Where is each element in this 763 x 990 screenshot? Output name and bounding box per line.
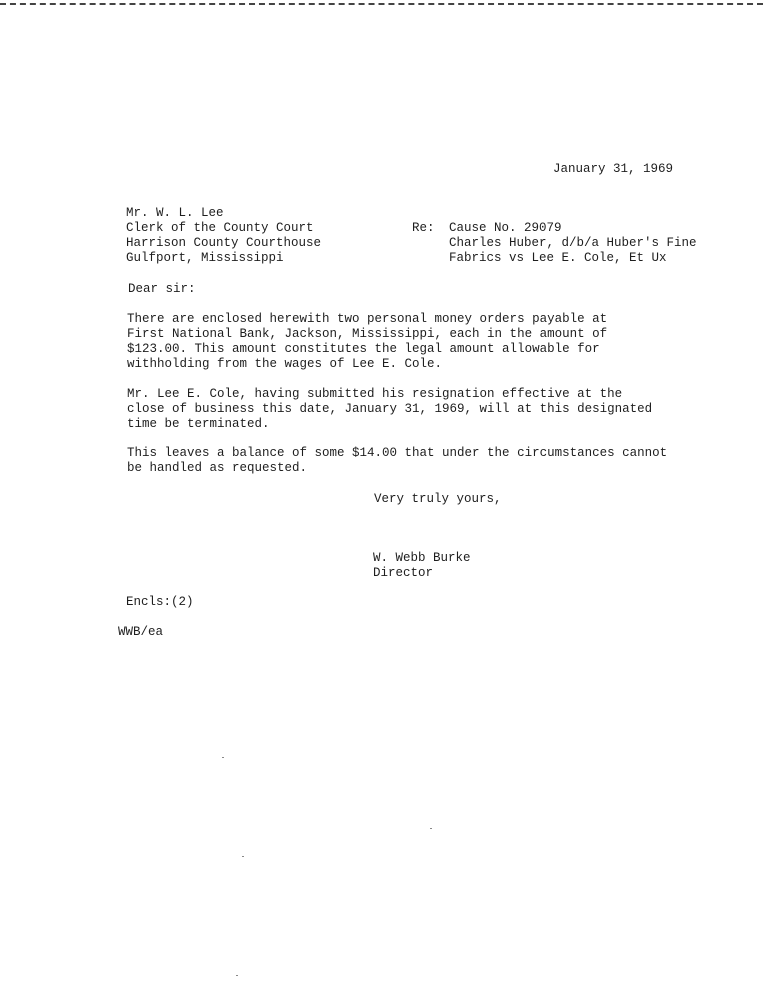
typist-initials: WWB/ea: [118, 625, 164, 639]
scan-speck: [242, 856, 244, 857]
letter-date: January 31, 1969: [553, 162, 674, 176]
signer-name: W. Webb Burke: [373, 551, 471, 565]
scan-speck: [236, 975, 238, 976]
re-label: Re:: [412, 221, 435, 235]
addressee-line: Clerk of the County Court: [126, 221, 314, 235]
signature-block: [373, 551, 471, 581]
top-edge-rule: [0, 3, 763, 5]
scan-speck: [430, 828, 432, 829]
paragraph-line: This leaves a balance of some $14.00 that under the circumstances cannot: [127, 446, 668, 460]
reference-line: Fabrics vs Lee E. Cole, Et Ux: [449, 251, 667, 265]
addressee-block: [126, 206, 321, 266]
paragraph-line: withholding from the wages of Lee E. Cole.: [127, 357, 443, 371]
enclosures-note: Encls:(2): [126, 595, 194, 609]
paragraph-line: be handled as requested.: [127, 461, 308, 475]
addressee-line: Harrison County Courthouse: [126, 236, 322, 250]
scan-speck: [222, 757, 224, 758]
paragraph-line: First National Bank, Jackson, Mississippi, each in the amount of: [127, 327, 608, 341]
reference-line: Cause No. 29079: [449, 221, 562, 235]
body-paragraph-1: [127, 312, 607, 372]
signer-title: Director: [373, 566, 434, 580]
reference-line: Charles Huber, d/b/a Huber's Fine: [449, 236, 697, 250]
paragraph-line: There are enclosed herewith two personal money orders payable at: [127, 312, 608, 326]
body-paragraph-3: [127, 446, 667, 476]
body-paragraph-2: [127, 387, 652, 432]
reference-block: [449, 221, 697, 266]
paragraph-line: time be terminated.: [127, 417, 270, 431]
addressee-line: Gulfport, Mississippi: [126, 251, 284, 265]
salutation: Dear sir:: [128, 282, 196, 296]
addressee-line: Mr. W. L. Lee: [126, 206, 224, 220]
paragraph-line: Mr. Lee E. Cole, having submitted his resignation effective at the: [127, 387, 623, 401]
paragraph-line: close of business this date, January 31, 1969, will at this designated: [127, 402, 653, 416]
closing: Very truly yours,: [374, 492, 502, 506]
paragraph-line: $123.00. This amount constitutes the legal amount allowable for: [127, 342, 600, 356]
